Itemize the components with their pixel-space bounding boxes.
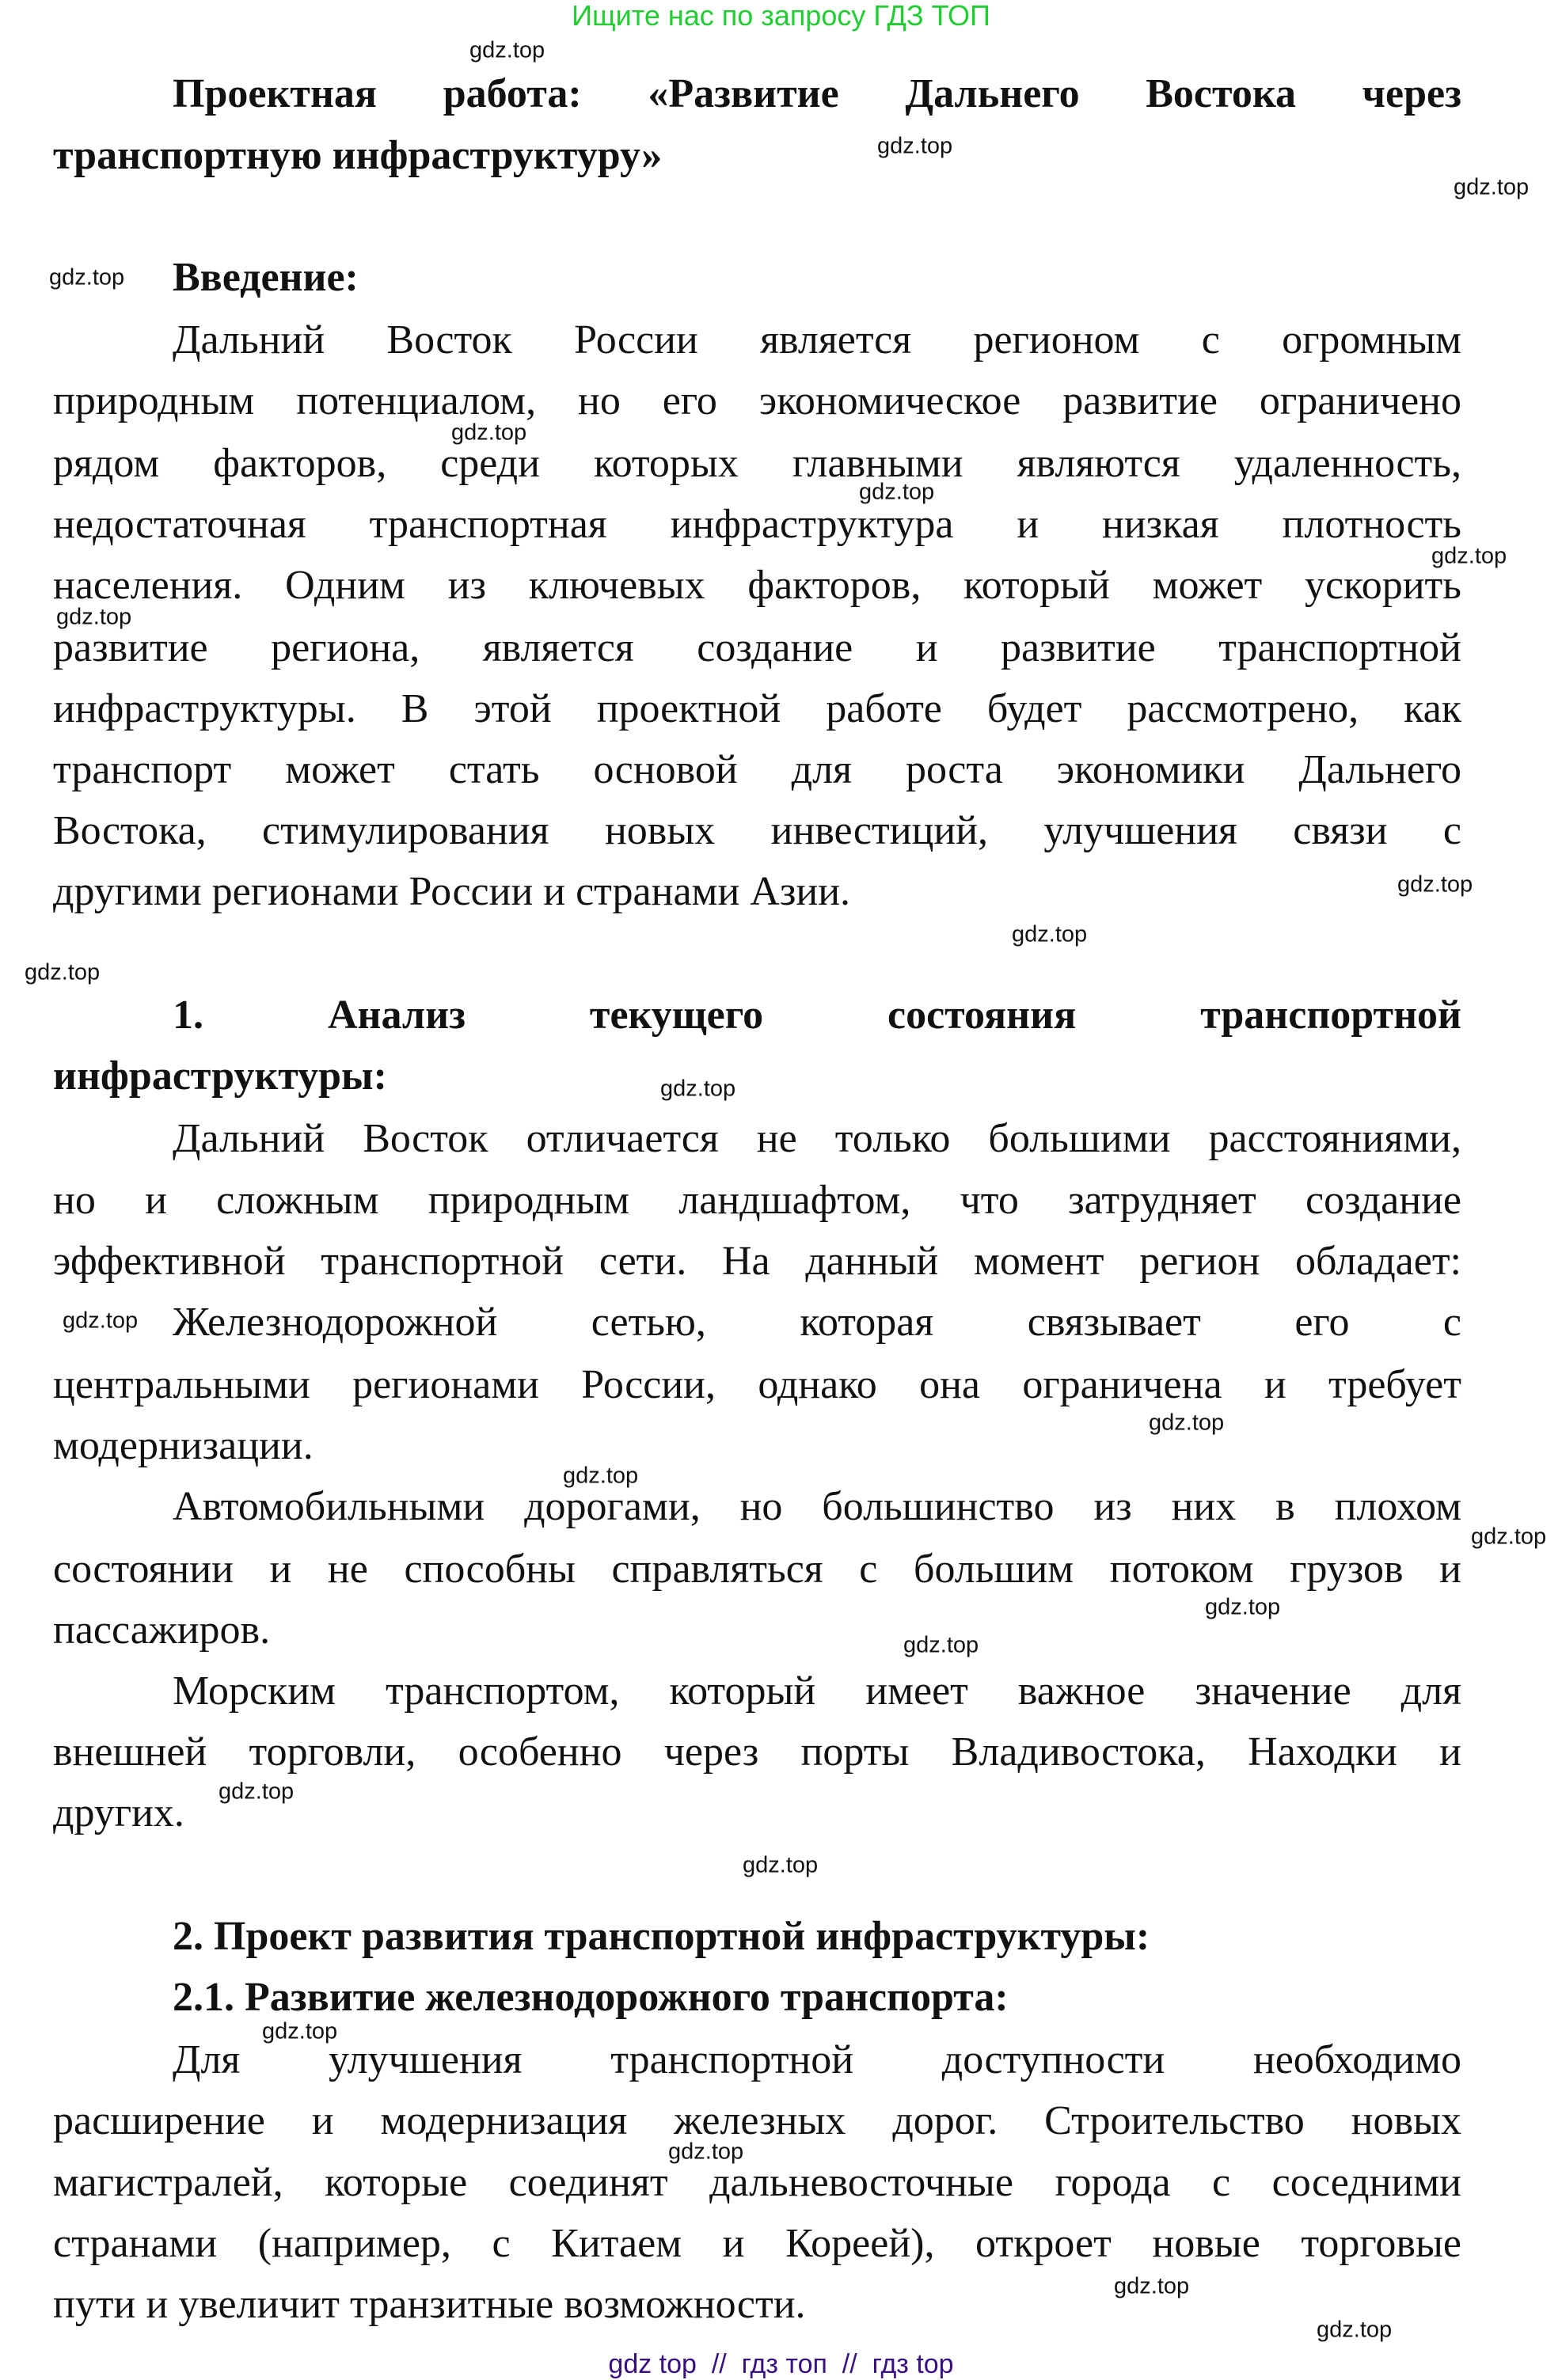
watermark: gdz.top [668, 2139, 744, 2165]
watermark: gdz.top [1205, 1594, 1281, 1620]
paragraph-line: Морским транспортом, который имеет важное значение для [173, 1668, 1461, 1714]
watermark: gdz.top [1431, 543, 1507, 569]
paragraph-line: недостаточная транспортная инфраструктура и низкая плотность [53, 502, 1461, 547]
watermark: gdz.top [660, 1076, 736, 1102]
paragraph-line: но и сложным природным ландшафтом, что затрудняет создание [53, 1178, 1461, 1223]
paragraph-line: другими регионами России и странами Азии. [53, 869, 851, 914]
watermark: gdz.top [1317, 2317, 1393, 2343]
paragraph-line: Дальний Восток отличается не только большими расстояниями, [173, 1116, 1461, 1161]
watermark: gdz.top [1149, 1410, 1225, 1436]
paragraph-line: пути и увеличит транзитные возможности. [53, 2282, 806, 2327]
paragraph-line: эффективной транспортной сети. На данный момент регион обладает: [53, 1239, 1461, 1284]
paragraph-line: состоянии и не способны справляться с большим потоком грузов и [53, 1547, 1461, 1592]
title-line: транспортную инфраструктуру» [53, 133, 663, 178]
watermark: gdz.top [262, 2018, 338, 2044]
watermark: gdz.top [1012, 921, 1088, 947]
paragraph-line: инфраструктуры. В этой проектной работе будет рассмотрено, как [53, 686, 1461, 731]
watermark: gdz.top [903, 1632, 979, 1658]
paragraph-line: внешней торговли, особенно через порты Владивостока, Находки и [53, 1729, 1461, 1775]
paragraph-line: Железнодорожной сетью, которая связывает его с [173, 1300, 1461, 1345]
watermark: gdz.top [451, 419, 527, 446]
watermark: gdz.top [219, 1778, 295, 1805]
subsection-heading: 2.1. Развитие железнодорожного транспорта: [173, 1975, 1009, 2020]
watermark: gdz.top [877, 133, 953, 159]
watermark: gdz.top [469, 37, 545, 63]
section-heading: Введение: [173, 255, 359, 300]
footer-links: gdz top // гдз топ // гдз top [608, 2349, 954, 2379]
paragraph-line: странами (например, с Китаем и Кореей), откроет новые торговые [53, 2221, 1461, 2266]
paragraph-line: населения. Одним из ключевых факторов, который может ускорить [53, 563, 1461, 608]
watermark: gdz.top [56, 604, 132, 630]
paragraph-line: Востока, стимулирования новых инвестиций, улучшения связи с [53, 808, 1461, 853]
paragraph-line: природным потенциалом, но его экономическое развитие ограничено [53, 378, 1461, 423]
paragraph-line: пассажиров. [53, 1608, 271, 1653]
watermark: gdz.top [1114, 2273, 1190, 2299]
section-heading: инфраструктуры: [53, 1053, 387, 1099]
watermark: gdz.top [49, 264, 125, 290]
paragraph-line: других. [53, 1790, 184, 1835]
paragraph-line: Автомобильными дорогами, но большинство из них в плохом [173, 1484, 1461, 1529]
watermark: gdz.top [63, 1308, 139, 1334]
paragraph-line: транспорт может стать основой для роста экономики Дальнего [53, 747, 1461, 792]
paragraph-line: магистралей, которые соединят дальневосточные города с соседними [53, 2160, 1461, 2205]
watermark: gdz.top [1454, 174, 1530, 200]
paragraph-line: Для улучшения транспортной доступности необходимо [173, 2037, 1461, 2082]
watermark: gdz.top [1397, 871, 1473, 898]
paragraph-line: центральными регионами России, однако она ограничена и требует [53, 1362, 1461, 1407]
paragraph-line: расширение и модернизация железных дорог. Строительство новых [53, 2098, 1461, 2143]
section-heading: 2. Проект развития транспортной инфраструктуры: [173, 1914, 1150, 1959]
paragraph-line: развитие региона, является создание и развитие транспортной [53, 625, 1461, 670]
paragraph-line: модернизации. [53, 1423, 314, 1468]
watermark: gdz.top [859, 479, 935, 505]
search-banner: Ищите нас по запросу ГДЗ ТОП [572, 0, 990, 32]
watermark: gdz.top [743, 1852, 819, 1878]
watermark: gdz.top [25, 959, 101, 985]
paragraph-line: Дальний Восток России является регионом с огромным [173, 317, 1461, 363]
title-line: Проектная работа: «Развитие Дальнего Востока через [173, 71, 1461, 116]
section-heading: 1. Анализ текущего состояния транспортной [173, 993, 1461, 1038]
watermark: gdz.top [563, 1463, 639, 1489]
watermark: gdz.top [1471, 1524, 1547, 1550]
paragraph-line: рядом факторов, среди которых главными являются удаленность, [53, 441, 1461, 486]
